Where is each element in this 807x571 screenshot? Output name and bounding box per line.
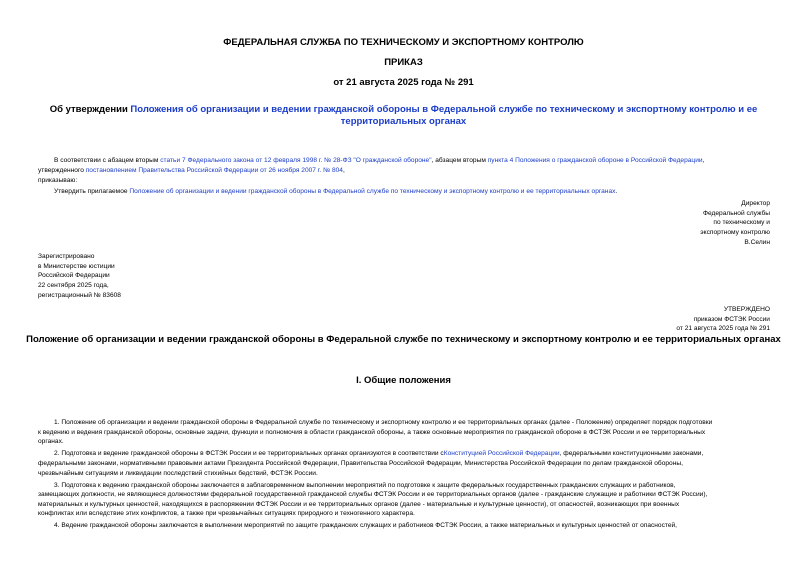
paragraph-2-line: федеральными законами, нормативными правовыми актами Президента Российской Федерации, Правительства Российской Федерации, Министерства Российской Федерации по делам гражданской обороны, [38, 460, 683, 467]
constitution-link[interactable]: Конституцией Российской Федерации [443, 450, 560, 457]
preamble-line1 [54, 156, 774, 166]
paragraph-1-line: к ведению и ведения гражданской обороны, основные задачи, функции и полномочия в области гражданской обороны, а также основные мероприятия по гражданской обороне в ФСТЭК России и ее территориальных [38, 429, 706, 436]
approval-title-line1 [0, 104, 807, 116]
preamble-text: , [702, 157, 705, 164]
approved-date-number: от 21 августа 2025 года № 291 [676, 325, 770, 333]
preamble-text: , абзацем вторым [431, 157, 488, 164]
registration-line: Российской Федерации [38, 272, 110, 280]
preamble-text: утвержденного [38, 167, 86, 174]
signature-agency-line: по техническому и [713, 219, 770, 227]
approved-label: УТВЕРЖДЕНО [723, 306, 770, 313]
regulation-link[interactable]: Положения об организации и ведении гражданской обороны в Федеральной службе по техническому и экспортному контролю и ее [130, 104, 758, 115]
preamble-text: . [615, 188, 618, 195]
approval-title-prefix: Об утверждении [49, 104, 131, 115]
law-article-link[interactable]: статьи 7 Федерального закона от 12 февраля 1998 г. № 28-ФЗ "О гражданской обороне" [160, 157, 432, 164]
approved-order: приказом ФСТЭК России [693, 315, 770, 323]
section-title: I. Общие положения [356, 375, 451, 386]
paragraph-3-line: замещающих должности, не являющиеся должностями федеральной государственной гражданской службы ФСТЭК России и ее территориальных органов (далее - гражданские служащие и работники ФСТЭК России), [38, 491, 708, 498]
regulation-link-continued[interactable]: территориальных органах [340, 116, 467, 127]
signature-agency-line: экспортному контролю [700, 229, 770, 237]
signature-name: В.Селин [744, 238, 770, 246]
signature-block [570, 199, 770, 248]
civil-defense-regulation-link[interactable]: пункта 4 Положения о гражданской обороне в Российской Федерации [487, 157, 703, 164]
registration-date: 22 сентября 2025 года, [38, 282, 109, 290]
paragraph-4-line: 4. Ведение гражданской обороны заключается в выполнении мероприятий по защите гражданских служащих и работников ФСТЭК России, а также материальных и культурных ценностей от опасностей, [54, 522, 678, 529]
agency-heading: ФЕДЕРАЛЬНАЯ СЛУЖБА ПО ТЕХНИЧЕСКОМУ И ЭКСПОРТНОМУ КОНТРОЛЮ [223, 37, 584, 48]
approved-regulation-link[interactable]: Положение об организации и ведении гражданской обороны в Федеральной службе по техническому и экспортному контролю и ее территориальных органах [129, 188, 616, 195]
registration-block [38, 252, 288, 301]
paragraph-text: , федеральными конституционными законами, [559, 450, 704, 457]
preamble-line2 [38, 166, 345, 176]
regulation-title: Положение об организации и ведении гражданской обороны в Федеральной службе по техническому и экспортному контролю и ее территориальных органах [26, 334, 781, 345]
signature-position: Директор [741, 200, 770, 207]
paragraph-1-line: органах. [38, 438, 64, 445]
approval-title-line2 [0, 116, 807, 128]
doc-type-heading: ПРИКАЗ [384, 57, 423, 68]
paragraph-2-line: чрезвычайным ситуациям и ликвидации последствий стихийных бедствий, ФСТЭК России. [38, 470, 318, 477]
government-decree-link[interactable]: постановлением Правительства Российской Федерации от 26 ноября 2007 г. № 804 [85, 167, 343, 174]
paragraph-1-line: 1. Положение об организации и ведении гражданской обороны в Федеральной службе по техническому и экспортному контролю и ее территориальных органах (далее - Положение) определяет порядок подготовки [54, 419, 713, 426]
registration-line: Зарегистрировано [38, 253, 95, 260]
paragraph-text: 2. Подготовка и ведение гражданской обороны в ФСТЭК России и ее территориальных органах организуются в соответствии с [54, 450, 444, 457]
registration-line: в Министерстве юстиции [38, 262, 115, 270]
paragraph-3-line: 3. Подготовка к ведению гражданской обороны заключается в заблаговременном выполнении мероприятий по подготовке к защите федеральных государственных гражданских служащих и работников, [54, 482, 676, 489]
order-word: приказываю: [38, 177, 78, 184]
preamble-text: Утвердить прилагаемое [54, 188, 130, 195]
approved-block [550, 305, 770, 334]
preamble-text: , [342, 167, 345, 174]
signature-agency-line: Федеральной службы [702, 209, 770, 217]
paragraph-3-line: материальных и культурных ценностей, находящихся в распоряжении ФСТЭК России и ее территориальных органов (далее - материальные и культурные ценности), от опасностей, возникающих при военных [38, 501, 680, 508]
paragraph-3-line: конфликтах или вследствие этих конфликтов, а также при чрезвычайных ситуациях природного и техногенного характера. [38, 510, 415, 517]
preamble-text: В соответствии с абзацем вторым [54, 157, 161, 164]
registration-number: регистрационный № 83608 [38, 291, 121, 299]
preamble-line4 [54, 187, 617, 197]
paragraph-2-line [54, 449, 703, 459]
doc-date-number: от 21 августа 2025 года № 291 [333, 77, 474, 88]
